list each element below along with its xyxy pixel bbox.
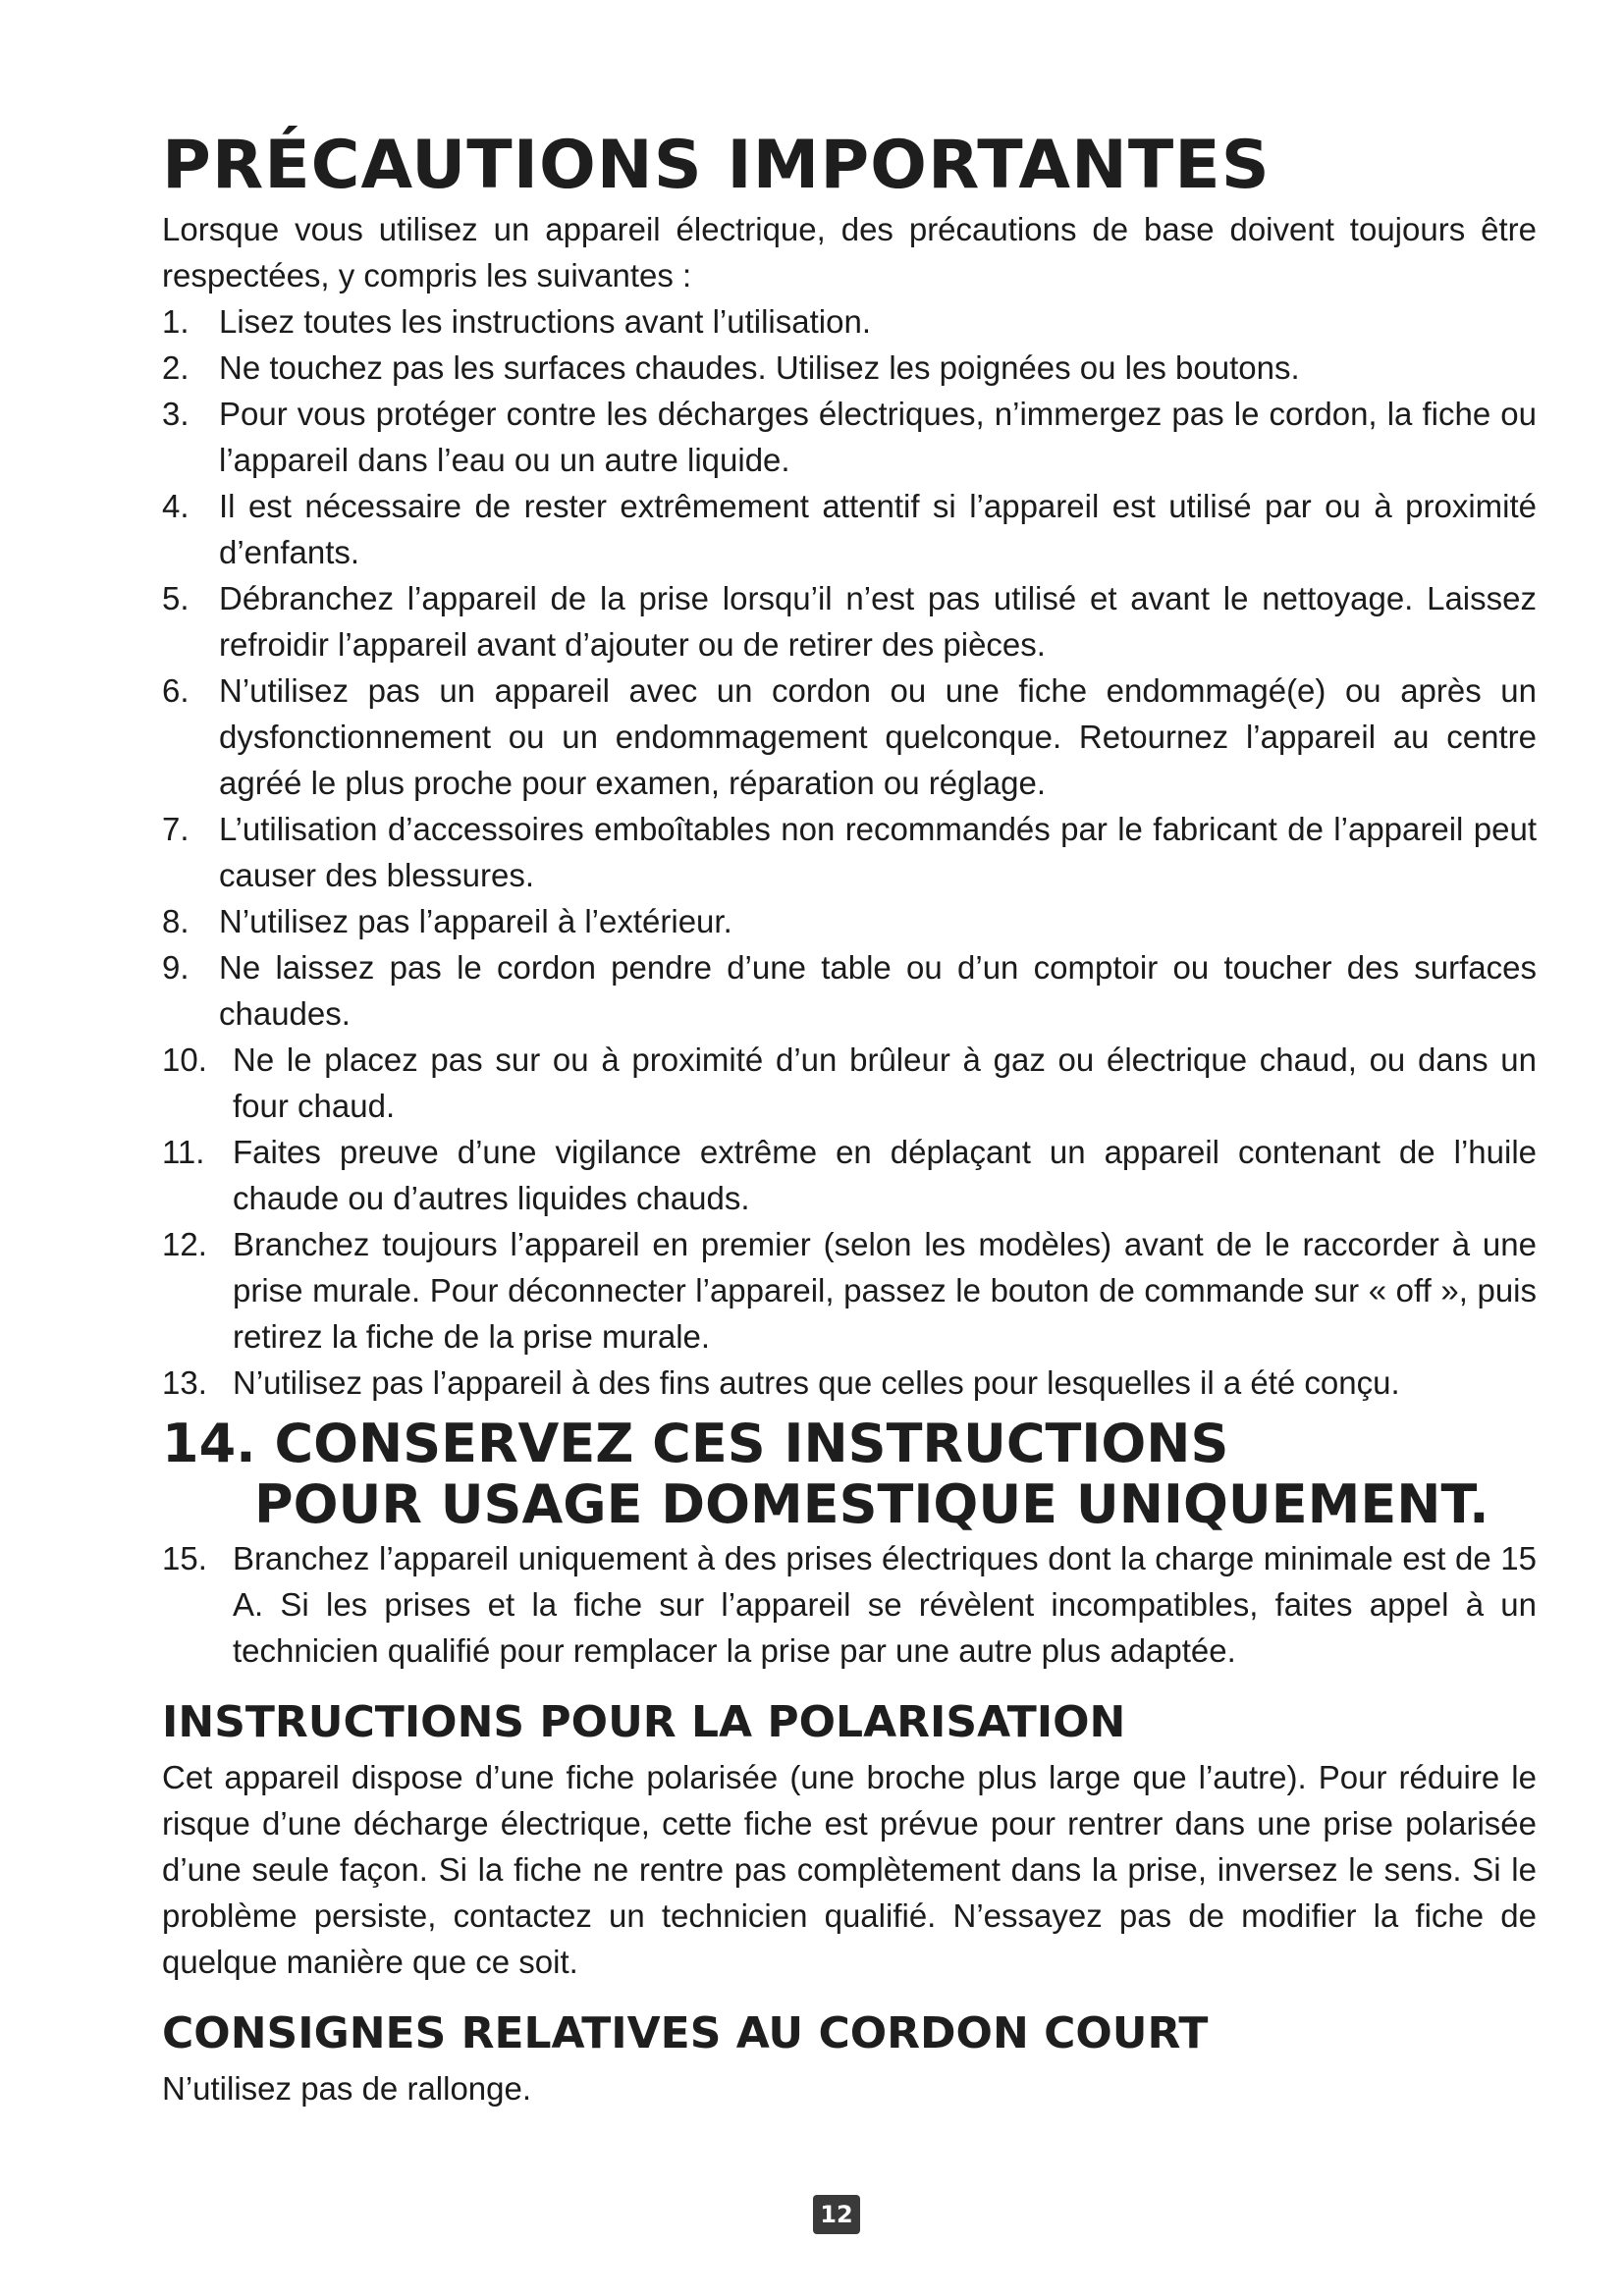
cordon-paragraph: N’utilisez pas de rallonge. [162, 2070, 532, 2107]
item-text: Ne touchez pas les surfaces chaudes. Utilisez les poignées ou les boutons. [219, 349, 1300, 386]
list-item [162, 1129, 1537, 1221]
item-text: Pour vous protéger contre les décharges électriques, n’immergez pas le cordon, la fiche ou l’appareil dans l’eau ou un autre liquide. [219, 396, 1537, 478]
list-item [162, 345, 1537, 391]
item-text: Branchez l’appareil uniquement à des prises électriques dont la charge minimale est de 15 A. Si les prises et la fiche sur l’appareil se révèlent incompatibles, faites appel à un technicien qualifié pour remplacer la prise par une autre plus adaptée. [233, 1540, 1537, 1669]
item-number: 9. [162, 949, 189, 986]
list-item [162, 806, 1537, 898]
item-number: 6. [162, 672, 189, 709]
list-item [162, 298, 1537, 345]
item-14-line2: POUR USAGE DOMESTIQUE UNIQUEMENT. [254, 1473, 1489, 1535]
item-text: N’utilisez pas un appareil avec un cordon ou une fiche endommagé(e) ou après un dysfonctionnement ou un endommagement quelconque. Retournez l’appareil au centre agréé le plus proche pour examen, réparation ou réglage. [219, 672, 1537, 801]
list-item [162, 391, 1537, 483]
list-item [162, 483, 1537, 575]
item-number: 10. [162, 1041, 207, 1078]
list-item [162, 575, 1537, 667]
item-number: 8. [162, 903, 189, 939]
item-text: Ne le placez pas sur ou à proximité d’un brûleur à gaz ou électrique chaud, ou dans un four chaud. [233, 1041, 1537, 1124]
list-item [162, 1221, 1537, 1360]
item-text: N’utilisez pas l’appareil à l’extérieur. [219, 903, 732, 939]
item-text: N’utilisez pas l’appareil à des fins autres que celles pour lesquelles il a été conçu. [233, 1364, 1400, 1401]
item-text: L’utilisation d’accessoires emboîtables non recommandés par le fabricant de l’appareil peut causer des blessures. [219, 811, 1537, 893]
list-item [162, 1535, 1537, 1674]
cordon-heading: CONSIGNES RELATIVES AU CORDON COURT [162, 2008, 1209, 2058]
precautions-list [162, 298, 1537, 1406]
document-page [162, 126, 1537, 2111]
polarisation-heading: INSTRUCTIONS POUR LA POLARISATION [162, 1697, 1126, 1747]
page-number-badge: 12 [813, 2195, 860, 2234]
item-text: Il est nécessaire de rester extrêmement attentif si l’appareil est utilisé par ou à proximité d’enfants. [219, 488, 1537, 570]
list-item [162, 1360, 1537, 1406]
list-item [162, 667, 1537, 806]
item-text: Faites preuve d’une vigilance extrême en déplaçant un appareil contenant de l’huile chaude ou d’autres liquides chauds. [233, 1134, 1537, 1216]
item-number: 11. [162, 1134, 205, 1170]
list-item [162, 944, 1537, 1037]
item-text: Lisez toutes les instructions avant l’utilisation. [219, 303, 871, 340]
list-item [162, 1037, 1537, 1129]
item-text: Branchez toujours l’appareil en premier (selon les modèles) avant de le raccorder à une prise murale. Pour déconnecter l’appareil, passez le bouton de commande sur « off », puis retirez la fiche de la prise murale. [233, 1226, 1537, 1355]
item-number: 1. [162, 303, 189, 340]
precautions-list-continued [162, 1535, 1537, 1674]
item-14-heading [162, 1414, 1537, 1535]
item-number: 12. [162, 1226, 207, 1262]
list-item [162, 898, 1537, 944]
item-text: Ne laissez pas le cordon pendre d’une table ou d’un comptoir ou toucher des surfaces chaudes. [219, 949, 1537, 1032]
item-number: 2. [162, 349, 189, 386]
item-number: 13. [162, 1364, 207, 1401]
item-number: 5. [162, 580, 189, 616]
page-title: PRÉCAUTIONS IMPORTANTES [162, 127, 1271, 204]
item-number: 7. [162, 811, 189, 847]
item-number: 15. [162, 1540, 207, 1576]
item-number: 4. [162, 488, 189, 524]
polarisation-paragraph: Cet appareil dispose d’une fiche polarisée (une broche plus large que l’autre). Pour réduire le risque d’une décharge électrique, cette fiche est prévue pour rentrer dans une prise polarisée d’une seule façon. Si la fiche ne rentre pas complètement dans la prise, inversez le sens. Si le problème persiste, contactez un technicien qualifié. N’essayez pas de modifier la fiche de quelque manière que ce soit. [162, 1759, 1537, 1980]
item-number: 3. [162, 396, 189, 432]
intro-paragraph: Lorsque vous utilisez un appareil électrique, des précautions de base doivent toujours être respectées, y compris les suivantes : [162, 211, 1537, 294]
item-14-line1: 14. CONSERVEZ CES INSTRUCTIONS [162, 1413, 1229, 1474]
item-text: Débranchez l’appareil de la prise lorsqu’il n’est pas utilisé et avant le nettoyage. Laissez refroidir l’appareil avant d’ajouter ou de retirer des pièces. [219, 580, 1537, 663]
